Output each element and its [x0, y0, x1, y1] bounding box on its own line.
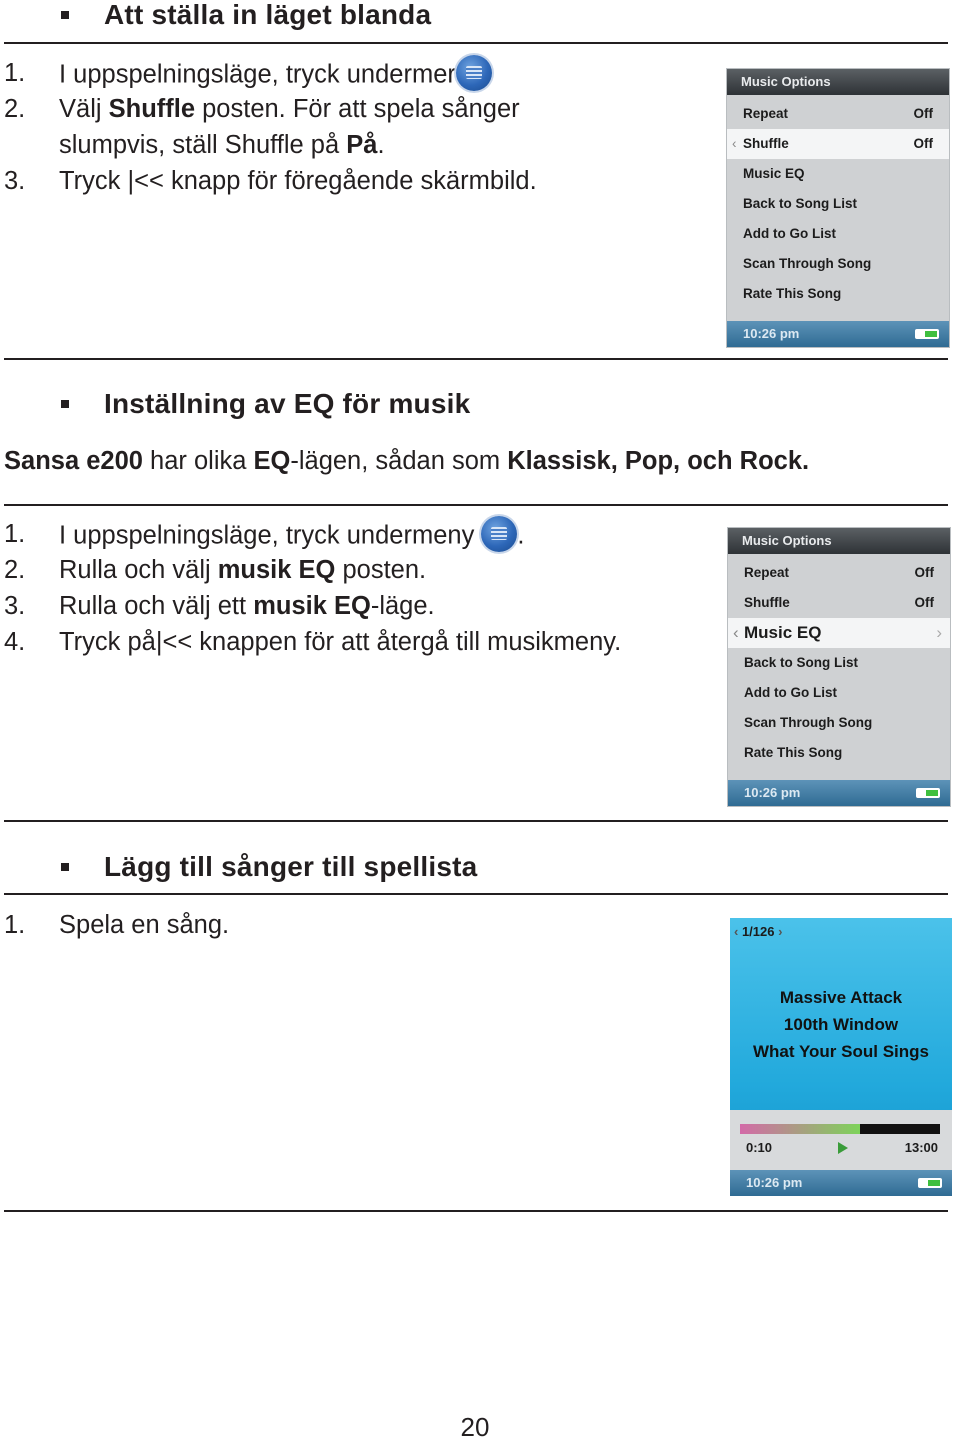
menu-item-scan-through-song: Scan Through Song — [743, 256, 872, 271]
menu-item-music-eq: ‹ Music EQ › — [728, 618, 950, 648]
artist-name: Massive Attack — [779, 988, 903, 1007]
heading-bullet — [61, 863, 69, 871]
status-bar — [728, 780, 950, 806]
screen-title: Music Options — [727, 69, 949, 95]
menu-item-rate-this-song: Rate This Song — [744, 745, 843, 760]
menu-item-scan-through-song: Scan Through Song — [744, 715, 873, 730]
play-icon — [838, 1142, 848, 1154]
screen-title: Music Options — [728, 528, 950, 554]
divider — [4, 358, 948, 360]
submenu-button-icon — [456, 55, 492, 91]
section-heading-eq: Inställning av EQ för musik — [104, 388, 471, 419]
battery-icon — [918, 1178, 942, 1188]
page-number: 20 — [460, 1412, 490, 1442]
menu-item-rate-this-song: Rate This Song — [743, 286, 842, 301]
menu-item-shuffle: Shuffle Off — [744, 595, 934, 610]
elapsed-time: 0:10 — [746, 1140, 773, 1155]
album-name: 100th Window — [783, 1015, 899, 1034]
divider — [4, 42, 948, 44]
menu-item-shuffle: ‹ Shuffle Off — [727, 129, 949, 159]
menu-item-music-eq: Music EQ — [743, 166, 805, 181]
divider — [4, 893, 948, 895]
heading-bullet — [61, 400, 69, 408]
music-options-screen-shuffle — [726, 68, 950, 348]
divider — [4, 820, 948, 822]
eq-intro: Sansa e200 har olika EQ-lägen, sådan som Klassisk, Pop, och Rock. — [4, 447, 810, 475]
menu-item-repeat: Repeat Off — [744, 565, 934, 580]
section-heading-shuffle: Att ställa in läget blanda — [104, 0, 432, 30]
playback-panel — [730, 1110, 952, 1170]
track-counter: ‹ 1/126 › — [734, 924, 783, 939]
battery-icon — [915, 329, 939, 339]
battery-icon — [916, 788, 940, 798]
status-bar — [730, 1170, 952, 1196]
progress-fill — [740, 1124, 860, 1134]
clock: 10:26 pm — [746, 1175, 803, 1190]
heading-bullet — [61, 11, 69, 19]
clock: 10:26 pm — [743, 326, 800, 341]
menu-item-back-to-song-list: Back to Song List — [744, 655, 859, 670]
menu-item-add-to-go-list: Add to Go List — [744, 685, 837, 700]
divider — [4, 504, 948, 506]
menu-item-back-to-song-list: Back to Song List — [743, 196, 858, 211]
progress-bar — [740, 1124, 940, 1134]
menu-item-repeat: Repeat Off — [743, 106, 933, 121]
music-options-screen-eq — [727, 527, 951, 807]
song-title: What Your Soul Sings — [753, 1042, 929, 1061]
section-heading-playlist: Lägg till sånger till spellista — [104, 851, 478, 882]
clock: 10:26 pm — [744, 785, 801, 800]
total-time: 13:00 — [904, 1140, 938, 1155]
status-bar — [727, 321, 949, 347]
now-playing-screen — [730, 918, 952, 1196]
submenu-button-icon — [481, 516, 517, 552]
menu-item-add-to-go-list: Add to Go List — [743, 226, 836, 241]
divider — [4, 1210, 948, 1212]
